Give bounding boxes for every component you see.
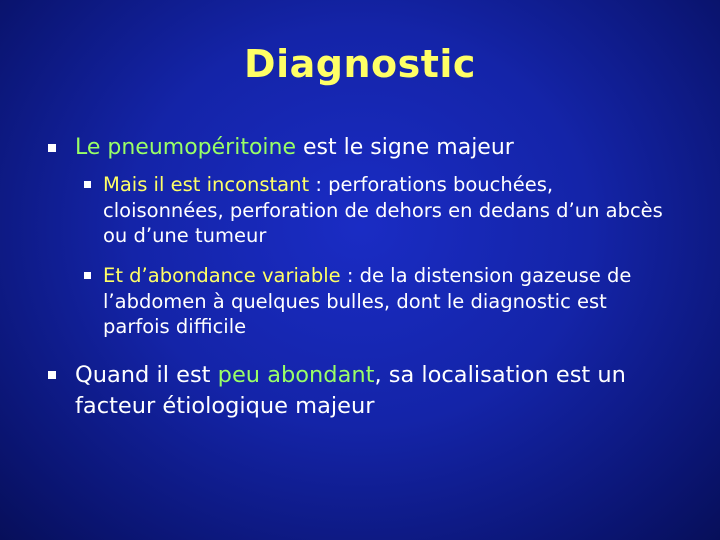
bullet-2-prefix: Quand il est	[75, 362, 218, 388]
slide-title: Diagnostic	[244, 42, 476, 86]
bullet-square-icon	[84, 181, 91, 188]
bullet-1	[75, 134, 514, 162]
bullet-1-highlight: Le pneumopéritoine	[75, 135, 297, 160]
bullet-2-highlight: peu abondant	[217, 362, 375, 388]
sub-bullet-2-highlight: Et d’abondance variable	[103, 264, 341, 287]
sub-bullet-1	[103, 172, 673, 249]
bullet-square-icon	[48, 144, 56, 152]
bullet-2-text: , sa localisation est un facteur étiologique majeur	[75, 362, 626, 419]
sub-bullet-1-highlight: Mais il est inconstant	[103, 173, 310, 196]
sub-bullet-2-text: : de la distension gazeuse de l’abdomen à quelques bulles, dont le diagnostic est parfois difficile	[103, 264, 632, 338]
bullet-square-icon	[48, 371, 56, 379]
sub-bullet-2	[103, 263, 673, 340]
sub-bullet-1-text: : perforations bouchées, cloisonnées, perforation de dehors en dedans d’un abcès ou d’une tumeur	[103, 173, 663, 247]
bullet-1-text: est le signe majeur	[296, 135, 514, 160]
bullet-square-icon	[84, 272, 91, 279]
bullet-2	[75, 360, 675, 422]
